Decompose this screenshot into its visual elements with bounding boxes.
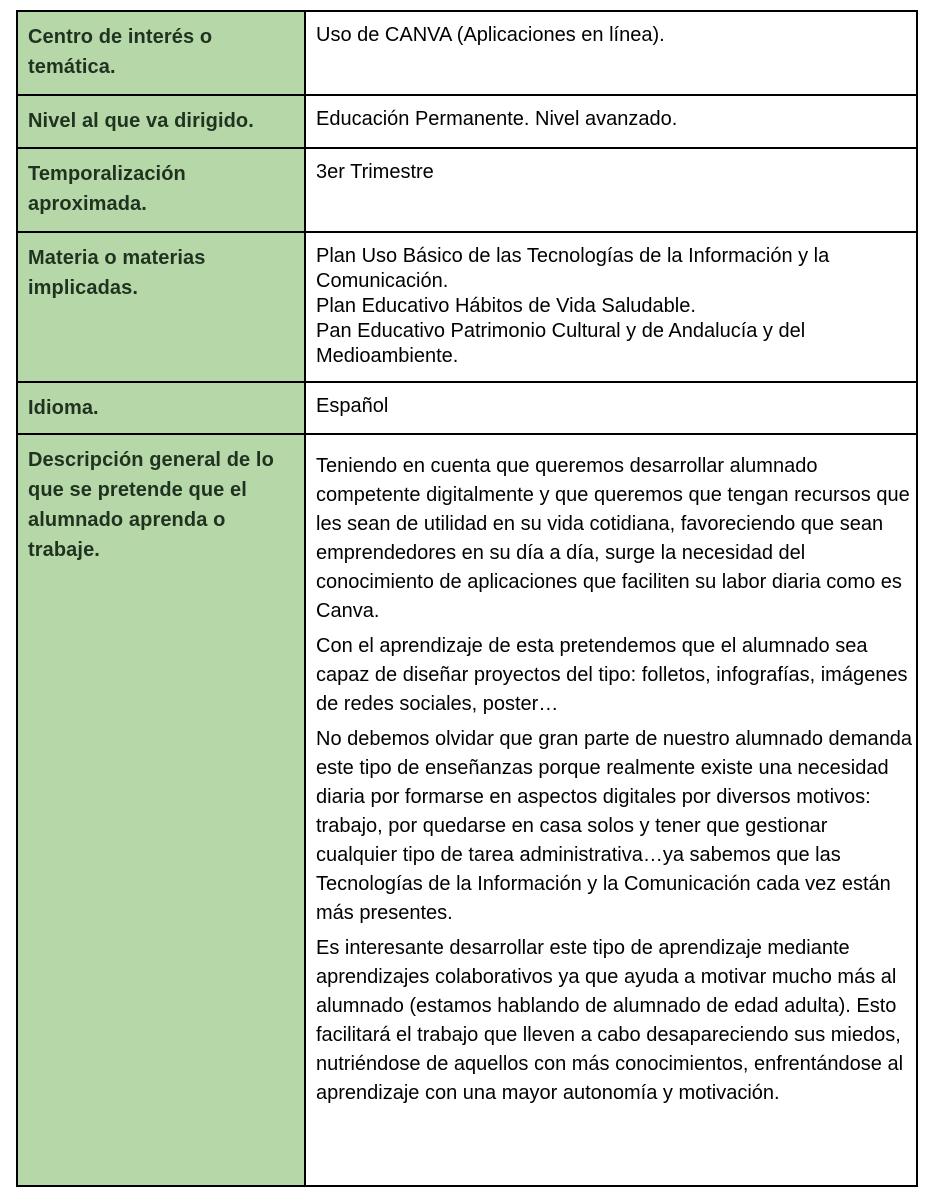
label-cell: [17, 382, 305, 434]
table-row-tema: [17, 11, 917, 95]
row-value: Educación Permanente. Nivel avanzado.: [316, 108, 678, 130]
row-value: Uso de CANVA (Aplicaciones en línea).: [316, 24, 665, 46]
row-label: Descripción general de lo que se pretende que el alumnado aprenda o trabaje.: [28, 449, 274, 561]
materia-line: Plan Educativo Hábitos de Vida Saludable.: [316, 295, 696, 317]
value-cell: [305, 148, 917, 232]
row-label: Idioma.: [28, 397, 99, 419]
label-cell: [17, 434, 305, 1186]
row-label: Nivel al que va dirigido.: [28, 110, 254, 132]
table-row-idioma: [17, 382, 917, 434]
row-value: 3er Trimestre: [316, 161, 434, 183]
label-cell: [17, 148, 305, 232]
description-body: [306, 435, 916, 1108]
table-row-nivel: [17, 95, 917, 148]
description-paragraph: Es interesante desarrollar este tipo de aprendizaje mediante aprendizajes colaborativos ya que ayuda a motivar mucho más al alumnado (estamos hablando de alumnado de edad adulta). Esto facilitará el trabajo que lleven a cabo desapareciendo sus miedos, nutriéndose de aquellos con más conocimientos, enfrentándose al aprendizaje con una mayor autonomía y motivación.: [316, 937, 904, 1104]
description-paragraph: Con el aprendizaje de esta pretendemos que el alumnado sea capaz de diseñar proyectos del tipo: folletos, infografías, imágenes de redes sociales, poster…: [316, 635, 908, 715]
label-cell: [17, 95, 305, 148]
value-cell: [305, 434, 917, 1186]
label-cell: [17, 11, 305, 95]
table-row-materias: [17, 232, 917, 382]
materia-line: Pan Educativo Patrimonio Cultural y de Andalucía y del Medioambiente.: [316, 320, 806, 367]
materia-line: Plan Uso Básico de las Tecnologías de la Información y la Comunicación.: [316, 245, 830, 292]
row-label: Centro de interés o temática.: [28, 26, 213, 78]
row-label: Materia o materias implicadas.: [28, 247, 206, 299]
info-table: [16, 10, 918, 1187]
label-cell: [17, 232, 305, 382]
description-paragraph: Teniendo en cuenta que queremos desarrollar alumnado competente digitalmente y que queremos que tengan recursos que les sean de utilidad en su vida cotidiana, favoreciendo que sean emprendedores en su día a día, surge la necesidad del conocimiento de aplicaciones que faciliten su labor diaria como es Canva.: [316, 455, 910, 622]
table-row-descripcion: [17, 434, 917, 1186]
value-cell: [305, 95, 917, 148]
row-value-list: [306, 233, 916, 369]
description-paragraph: No debemos olvidar que gran parte de nuestro alumnado demanda este tipo de enseñanzas porque realmente existe una necesidad diaria por formarse en aspectos digitales por diversos motivos: trabajo, por quedarse en casa solos y tener que gestionar cualquier tipo de tarea administrativa…ya sabemos que las Tecnologías de la Información y la Comunicación cada vez están más presentes.: [316, 728, 912, 924]
value-cell: [305, 232, 917, 382]
row-value: Español: [316, 395, 389, 417]
value-cell: [305, 382, 917, 434]
row-label: Temporalización aproximada.: [28, 163, 186, 215]
value-cell: [305, 11, 917, 95]
table-row-temporalizacion: [17, 148, 917, 232]
